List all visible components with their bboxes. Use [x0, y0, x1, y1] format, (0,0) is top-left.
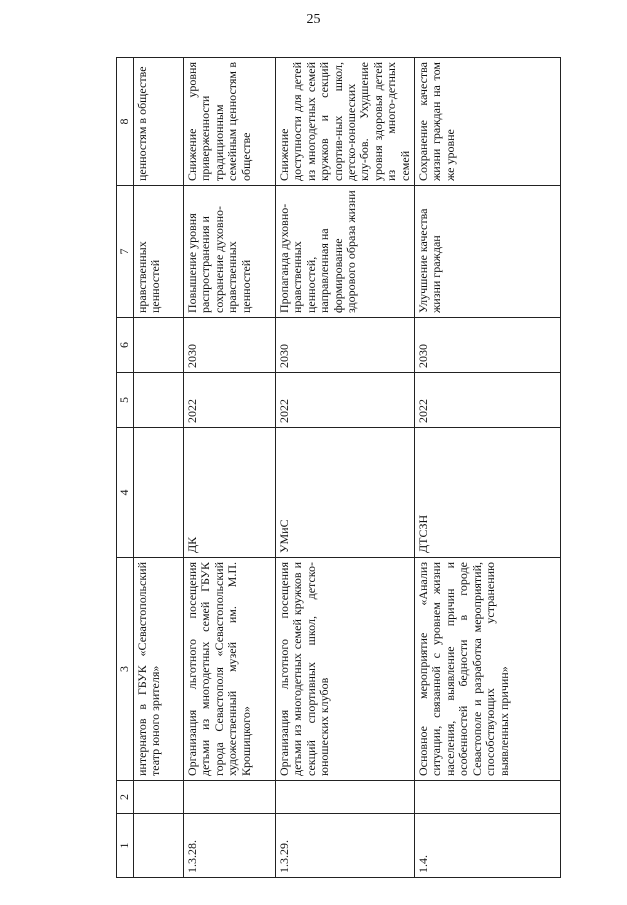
row-col2: [415, 781, 561, 814]
row-col2: [184, 781, 276, 814]
page-number: 25: [306, 12, 321, 27]
event-name: Организация льготного посещения детьми из многодетных семей кружков и секций спортивных школ, детско-юношеских клубов: [276, 558, 415, 781]
event-name: Основное мероприятие «Анализ ситуации, связанной с уровнем жизни населения, выявление причин и особенностей бедности в городе Севастополе и разработка мероприятий, способствующих устранению выявленных причин»: [415, 558, 561, 781]
row-col2: [276, 781, 415, 814]
table-row: [276, 58, 415, 878]
row-col2: [134, 781, 184, 814]
end-year: 2030: [415, 318, 561, 373]
header-cell: 2: [117, 781, 134, 814]
row-number: 1.3.29.: [276, 814, 415, 878]
measures-table: [116, 57, 561, 878]
risk-consequence: ценностям в обществе: [134, 58, 184, 186]
header-cell: 1: [117, 814, 134, 878]
risk-consequence: Снижение доступности для детей из многодетных семей кружков и секций спортив-ных школ, детско-юношеских клу-бов. Ухудшение уровня здоровья детей из много-детных семей: [276, 58, 415, 186]
row-number: [134, 814, 184, 878]
event-name: интернатов в ГБУК «Севастопольский театр юного зрителя»: [134, 558, 184, 781]
risk-consequence: Сохранение качества жизни граждан на том же уровне: [415, 58, 561, 186]
table-container: [116, 58, 512, 878]
expected-result: Улучшение качества жизни граждан: [415, 186, 561, 318]
end-year: [134, 318, 184, 373]
end-year: 2030: [276, 318, 415, 373]
header-cell: 8: [117, 58, 134, 186]
row-number: 1.3.28.: [184, 814, 276, 878]
end-year: 2030: [184, 318, 276, 373]
expected-result: Повышение уровня распространения и сохранение духовно-нравственных ценностей: [184, 186, 276, 318]
start-year: [134, 373, 184, 428]
table-row: [184, 58, 276, 878]
start-year: 2022: [184, 373, 276, 428]
header-cell: 4: [117, 428, 134, 558]
risk-consequence: Снижение уровня приверженности традиционным семейным ценностям в обществе: [184, 58, 276, 186]
executor: [134, 428, 184, 558]
executor: ДК: [184, 428, 276, 558]
header-cell: 5: [117, 373, 134, 428]
row-number: 1.4.: [415, 814, 561, 878]
start-year: 2022: [415, 373, 561, 428]
header-row: [117, 58, 134, 878]
event-name: Организация льготного посещения детьми из многодетных семей ГБУК города Севастополя «Севастопольский художественный музей им. М.П. Крошицкого»: [184, 558, 276, 781]
table-row: [415, 58, 561, 878]
executor: ДТСЗН: [415, 428, 561, 558]
table-row: [134, 58, 184, 878]
header-cell: 7: [117, 186, 134, 318]
expected-result: Пропаганда духовно-нравственных ценностей, направленная на формирование здорового образа жизни: [276, 186, 415, 318]
expected-result: нравственных ценностей: [134, 186, 184, 318]
executor: УМиС: [276, 428, 415, 558]
header-cell: 6: [117, 318, 134, 373]
header-cell: 3: [117, 558, 134, 781]
start-year: 2022: [276, 373, 415, 428]
